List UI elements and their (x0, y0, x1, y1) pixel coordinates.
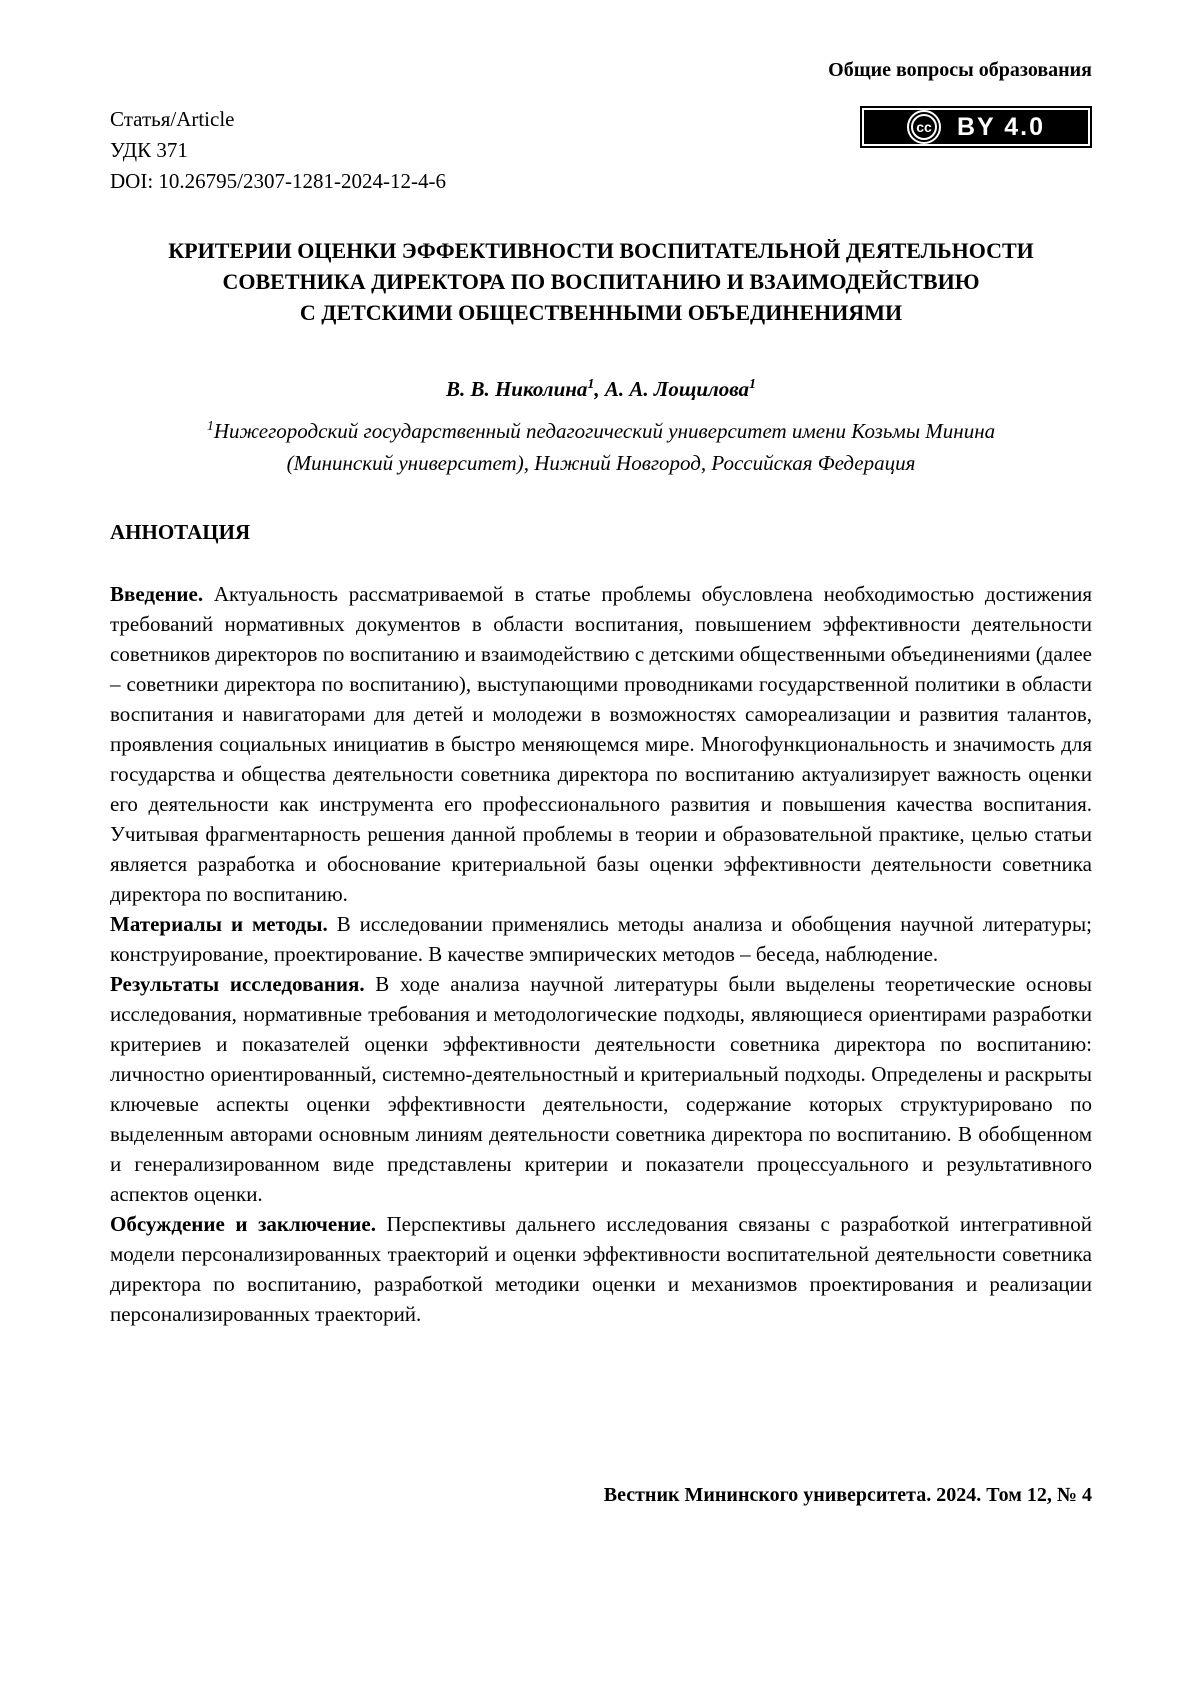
abstract-paragraph-results (110, 969, 1092, 1209)
abstract-body (110, 579, 1092, 1329)
paragraph-label: Введение. (110, 582, 204, 606)
abstract-paragraph-discussion-conclusion (110, 1209, 1092, 1329)
paragraph-label: Обсуждение и заключение. (110, 1212, 376, 1236)
affiliation-superscript: 1 (206, 419, 214, 434)
paragraph-label: Результаты исследования. (110, 972, 365, 996)
udk-number: УДК 371 (110, 138, 188, 162)
article-type-label: Статья/Article (110, 107, 235, 131)
affiliation-line-2: (Мининский университет), Нижний Новгород, Российская Федерация (286, 451, 916, 475)
paragraph-text: Актуальность рассматриваемой в статье проблемы обусловлена необходимостью достижения требований нормативных документов в области воспитания, повышением эффективности деятельности советников директоров по воспитанию и взаимодействию с детскими общественными объединениями (далее – советники директора по воспитанию), выступающими проводниками государственной политики в области воспитания и навигаторами для детей и молодежи в возможностях самореализации и развития талантов, проявления социальных инициатив в быстро меняющемся мире. Многофункциональность и значимость для государства и общества деятельности советника директора по воспитанию актуализирует важность оценки его деятельности как инструмента его профессионального развития и повышения качества воспитания. Учитывая фрагментарность решения данной проблемы в теории и образовательной практике, целью статьи является разработка и обоснование критериальной базы оценки эффективности деятельности советника директора по воспитанию. (110, 582, 1093, 906)
cc-by-label: BY 4.0 (957, 112, 1045, 141)
authors-separator: , (594, 377, 605, 401)
affiliation-line-1-text: Нижегородский государственный педагогический университет имени Козьмы Минина (213, 419, 996, 443)
journal-footer: Вестник Мининского университета. 2024. Том 12, № 4 (603, 1484, 1092, 1506)
authors-line (110, 372, 1092, 402)
paragraph-text: В ходе анализа научной литературы были выделены теоретические основы исследования, нормативные требования и методологические подходы, являющиеся ориентирами разработки критериев и показателей оценки эффективности деятельности советника директора по воспитанию: личностно ориентированный, системно-деятельностный и критериальный подходы. Определены и раскрыты ключевые аспекты оценки эффективности деятельности, содержание которых структурировано по выделенным авторами основным линиям деятельности советника директора по воспитанию. В обобщенном и генерализированном виде представлены критерии и показатели процессуального и результативного аспектов оценки. (110, 972, 1093, 1206)
article-title-line-1: КРИТЕРИИ ОЦЕНКИ ЭФФЕКТИВНОСТИ ВОСПИТАТЕЛЬНОЙ ДЕЯТЕЛЬНОСТИ (168, 238, 1034, 263)
author-1-superscript: 1 (587, 377, 595, 392)
author-2-superscript: 1 (749, 377, 757, 392)
meta-row (110, 104, 1092, 197)
section-header: Общие вопросы образования (828, 59, 1092, 81)
abstract-heading: АННОТАЦИЯ (110, 520, 251, 544)
doi-text: DOI: 10.26795/2307-1281-2024-12-4-6 (110, 169, 446, 193)
article-meta-block (110, 104, 446, 197)
article-title-line-2: СОВЕТНИКА ДИРЕКТОРА ПО ВОСПИТАНИЮ И ВЗАИМОДЕЙСТВИЮ (222, 269, 980, 294)
paragraph-text: В исследовании применялись методы анализа и обобщения научной литературы; конструирование, проектирование. В качестве эмпирических методов – беседа, наблюдение. (110, 912, 1092, 966)
abstract-paragraph-materials-methods (110, 909, 1092, 969)
paragraph-text: Перспективы дальнего исследования связаны с разработкой интегративной модели персонализированных траекторий и оценки эффективности воспитательной деятельности советника директора по воспитанию, разработкой методики оценки и механизмов проектирования и реализации персонализированных траекторий. (110, 1212, 1092, 1326)
article-title (110, 235, 1092, 328)
affiliation-block (110, 411, 1092, 479)
author-1-name: В. В. Николина (445, 377, 588, 401)
cc-by-license-badge (860, 106, 1092, 148)
article-title-line-3: С ДЕТСКИМИ ОБЩЕСТВЕННЫМИ ОБЪЕДИНЕНИЯМИ (299, 300, 903, 325)
cc-circle-glyph: cc (911, 114, 937, 140)
abstract-paragraph-introduction (110, 579, 1092, 909)
author-2-name: А. А. Лощилова (604, 377, 750, 401)
cc-icon (907, 110, 941, 144)
paragraph-label: Материалы и методы. (110, 912, 328, 936)
affiliation-line-1 (110, 411, 1092, 447)
